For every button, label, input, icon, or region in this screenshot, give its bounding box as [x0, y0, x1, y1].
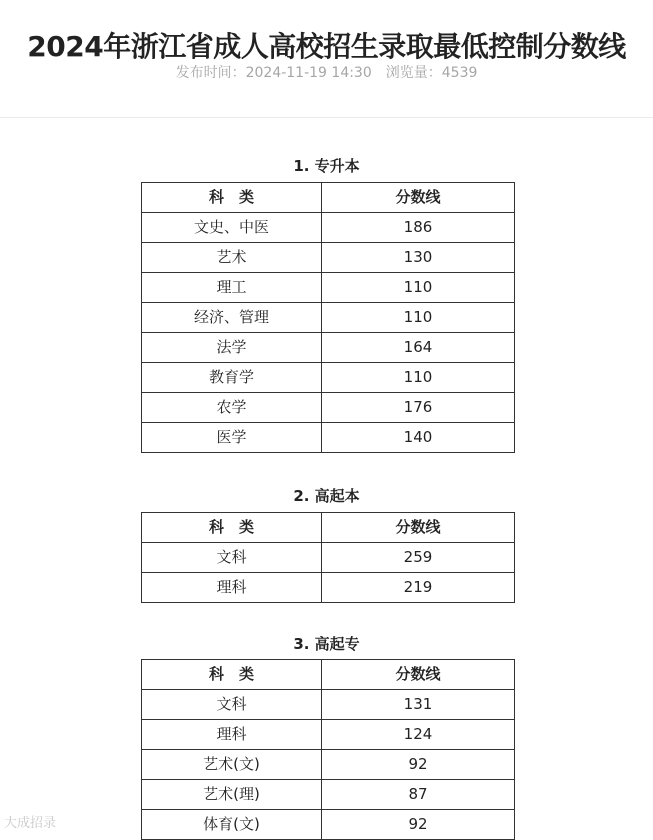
score-cell: 92	[322, 810, 515, 840]
table-row	[142, 780, 515, 810]
table-row	[142, 810, 515, 840]
category-cell: 理科	[142, 573, 322, 603]
publish-time: 2024-11-19 14:30	[245, 65, 372, 81]
section-title-zhuanshengben: 1. 专升本	[293, 157, 360, 175]
table-header-row	[142, 660, 515, 690]
category-cell: 经济、管理	[142, 303, 322, 333]
score-cell: 140	[322, 423, 515, 453]
header-divider	[0, 117, 653, 118]
score-cell: 92	[322, 750, 515, 780]
table-row	[142, 690, 515, 720]
category-cell: 文史、中医	[142, 213, 322, 243]
header-score: 分数线	[322, 513, 515, 543]
table-row	[142, 543, 515, 573]
score-cell: 124	[322, 720, 515, 750]
score-cell: 164	[322, 333, 515, 363]
category-cell: 艺术(文)	[142, 750, 322, 780]
score-cell: 130	[322, 243, 515, 273]
score-cell: 186	[322, 213, 515, 243]
table-header-row	[142, 183, 515, 213]
category-cell: 艺术	[142, 243, 322, 273]
section-title-gaoqizhuan: 3. 高起专	[293, 635, 360, 653]
score-cell: 176	[322, 393, 515, 423]
table-row	[142, 750, 515, 780]
publish-time-label: 发布时间：	[175, 65, 246, 81]
category-cell: 法学	[142, 333, 322, 363]
score-cell: 219	[322, 573, 515, 603]
table-row	[142, 213, 515, 243]
score-cell: 110	[322, 363, 515, 393]
category-cell: 教育学	[142, 363, 322, 393]
table-row	[142, 423, 515, 453]
category-cell: 文科	[142, 543, 322, 573]
header-score: 分数线	[322, 660, 515, 690]
article-meta	[0, 62, 653, 84]
category-cell: 理科	[142, 720, 322, 750]
score-cell: 131	[322, 690, 515, 720]
table-row	[142, 720, 515, 750]
table-row	[142, 363, 515, 393]
table-row	[142, 303, 515, 333]
score-cell: 110	[322, 303, 515, 333]
score-table-zhuanshengben	[141, 182, 515, 453]
score-table-gaoqiben	[141, 512, 515, 603]
score-cell: 110	[322, 273, 515, 303]
score-cell: 259	[322, 543, 515, 573]
view-count: 4539	[441, 65, 478, 81]
table-row	[142, 333, 515, 363]
category-cell: 医学	[142, 423, 322, 453]
watermark: 大成招录	[4, 816, 57, 831]
header-category: 科 类	[142, 513, 322, 543]
page-title: 2024年浙江省成人高校招生录取最低控制分数线	[27, 29, 626, 63]
table-row	[142, 243, 515, 273]
score-cell: 87	[322, 780, 515, 810]
category-cell: 文科	[142, 690, 322, 720]
header-category: 科 类	[142, 183, 322, 213]
section-title-gaoqiben: 2. 高起本	[293, 487, 360, 505]
category-cell: 体育(文)	[142, 810, 322, 840]
category-cell: 农学	[142, 393, 322, 423]
category-cell: 理工	[142, 273, 322, 303]
views-label: 浏览量：	[385, 65, 442, 81]
table-row	[142, 273, 515, 303]
header-score: 分数线	[322, 183, 515, 213]
score-table-gaoqizhuan	[141, 659, 515, 840]
table-row	[142, 393, 515, 423]
table-header-row	[142, 513, 515, 543]
table-row	[142, 573, 515, 603]
category-cell: 艺术(理)	[142, 780, 322, 810]
header-category: 科 类	[142, 660, 322, 690]
